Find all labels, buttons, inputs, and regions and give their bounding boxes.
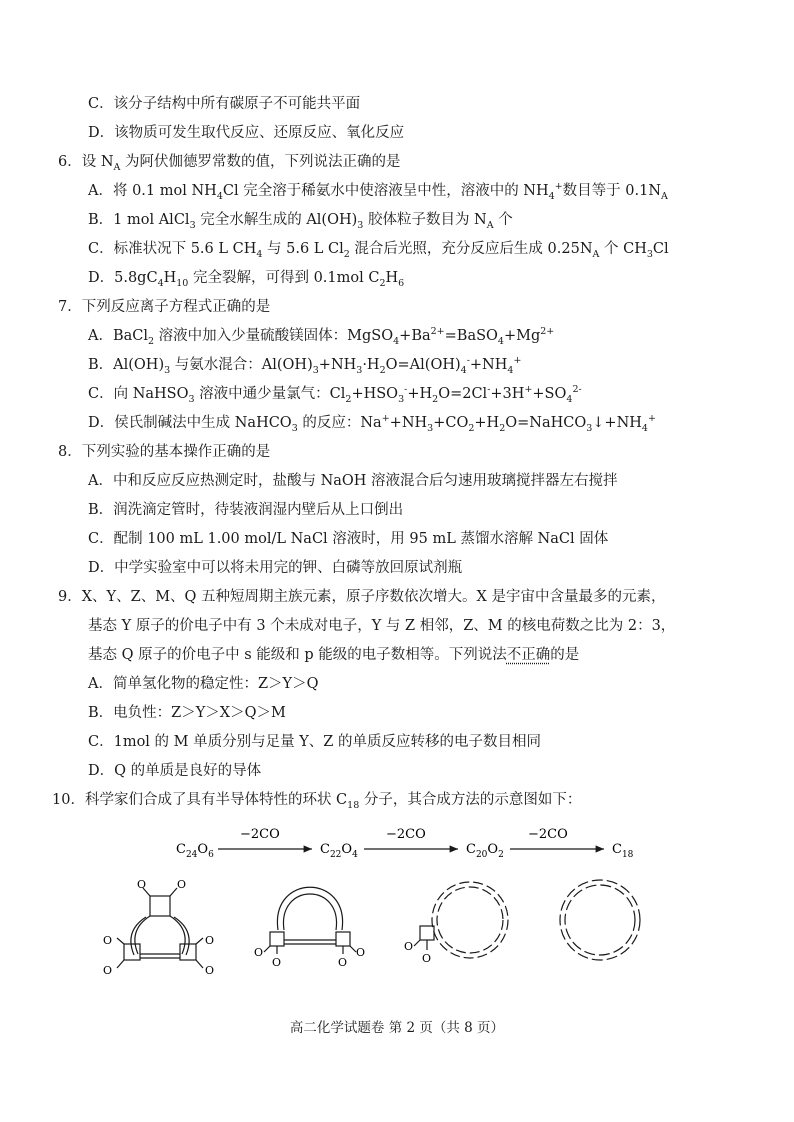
oxygen-label: O [404,940,414,953]
formula-c24o6: $C_{24}O_6$ [176,842,214,860]
structure-c18 [560,880,640,960]
q7-option-b: B．$Al(OH)_3$ 与氨水混合：$Al(OH)_3+NH_3\cdot H_2O=Al(OH)_4^-+NH_4^+$ [88,355,522,376]
structure-c22o4 [264,887,356,954]
q6-option-a: A．将 0.1 mol $NH_4Cl$ 完全溶于稀氨水中使溶液呈中性，溶液中的 $NH_4^+$数目等于 $0.1N_A$ [88,181,668,202]
oxygen-label: O [205,964,215,977]
q8-option-b: B．润洗滴定管时，待装液润湿内壁后从上口倒出 [88,502,404,518]
oxygen-label: O [356,946,366,959]
page-footer: 高二化学试题卷 第 2 页（共 8 页） [289,1020,505,1036]
q6-stem: 6．设 $N_A$ 为阿伏伽德罗常数的值，下列说法正确的是 [58,154,401,173]
arrow-label-1: −2CO [240,827,280,842]
q9-stem-line2: 基态 Y 原子的价电子中有 3 个未成对电子，Y 与 Z 相邻，Z、M 的核电荷数之比为 2：3， [88,618,676,634]
structure-c20o2 [414,882,508,958]
q9-stem-line3: 基态 Q 原子的价电子中 s 能级和 p 能级的电子数相等。下列说法不正确的是 [88,647,580,663]
oxygen-label: O [338,956,348,969]
q6-option-d: D．$5.8gC_4H_{10}$ 完全裂解，可得到 0.1mol $C_2H_6$ [88,270,405,289]
q7-stem: 7．下列反应离子方程式正确的是 [58,299,271,315]
oxygen-label: O [205,934,215,947]
q8-option-d: D．中学实验室中可以将未用完的钾、白磷等放回原试剂瓶 [88,560,463,576]
q9-option-b: B．电负性：Z＞Y＞X＞Q＞M [88,705,286,721]
arrow-label-3: −2CO [528,827,568,842]
structure-c24o6 [117,888,203,968]
q10-stem: 10．科学家们合成了具有半导体特性的环状 $C_{18}$ 分子，其合成方法的示意图如下： [52,792,582,811]
oxygen-label: O [103,934,113,947]
q8-option-a: A．中和反应反应热测定时，盐酸与 NaOH 溶液混合后匀速用玻璃搅拌器左右搅拌 [88,473,618,489]
q7-option-c: C．向 NaHSO$_3$ 溶液中通少量氯气：$Cl_2+HSO_3^-+H_2O=2Cl^-+3H^++SO_4^{2-}$ [88,384,582,405]
q7-option-d: D．侯氏制碱法中生成 NaHCO$_3$ 的反应：$Na^++NH_3+CO_2+H_2O=NaHCO_3↓+NH_4^+$ [88,413,656,434]
oxygen-label: O [103,964,113,977]
q5-option-d: D．该物质可发生取代反应、还原反应、氧化反应 [88,125,405,141]
oxygen-label: O [272,956,282,969]
oxygen-label: O [422,952,432,965]
arrow-label-2: −2CO [386,827,426,842]
q7-option-a: A．BaCl$_2$ 溶液中加入少量硫酸镁固体：$MgSO_4+Ba^{2+}=BaSO_4+Mg^{2+}$ [88,326,555,347]
q8-stem: 8．下列实验的基本操作正确的是 [58,444,271,460]
formula-c18: $C_{18}$ [612,842,634,860]
formula-c22o4: $C_{22}O_4$ [320,842,358,860]
q6-option-c: C．标准状况下 5.6 L $CH_4$ 与 5.6 L $Cl_2$ 混合后光照，充分反应后生成 $0.25N_A$ 个 $CH_3Cl$ [88,241,669,260]
q8-option-c: C．配制 100 mL 1.00 mol/L NaCl 溶液时，用 95 mL 蒸馏水溶解 NaCl 固体 [88,531,609,547]
q5-option-c: C．该分子结构中所有碳原子不可能共平面 [88,96,361,112]
q6-option-b: B．1 mol AlCl$_3$ 完全水解生成的 $Al(OH)_3$ 胶体粒子数目为 $N_A$ 个 [88,212,513,231]
q9-option-a: A．简单氢化物的稳定性：Z＞Y＞Q [88,676,319,692]
q9-stem-line1: 9．X、Y、Z、M、Q 五种短周期主族元素，原子序数依次增大。X 是宇宙中含量最多的元素， [58,589,666,605]
formula-c20o2: $C_{20}O_2$ [466,842,504,860]
c18-synthesis-scheme [0,818,794,1008]
q9-option-c: C．1mol 的 M 单质分别与足量 Y、Z 的单质反应转移的电子数目相同 [88,734,541,750]
oxygen-label: O [254,946,264,959]
q9-option-d: D．Q 的单质是良好的导体 [88,763,262,779]
oxygen-label: O [177,878,187,891]
oxygen-label: O [137,878,147,891]
